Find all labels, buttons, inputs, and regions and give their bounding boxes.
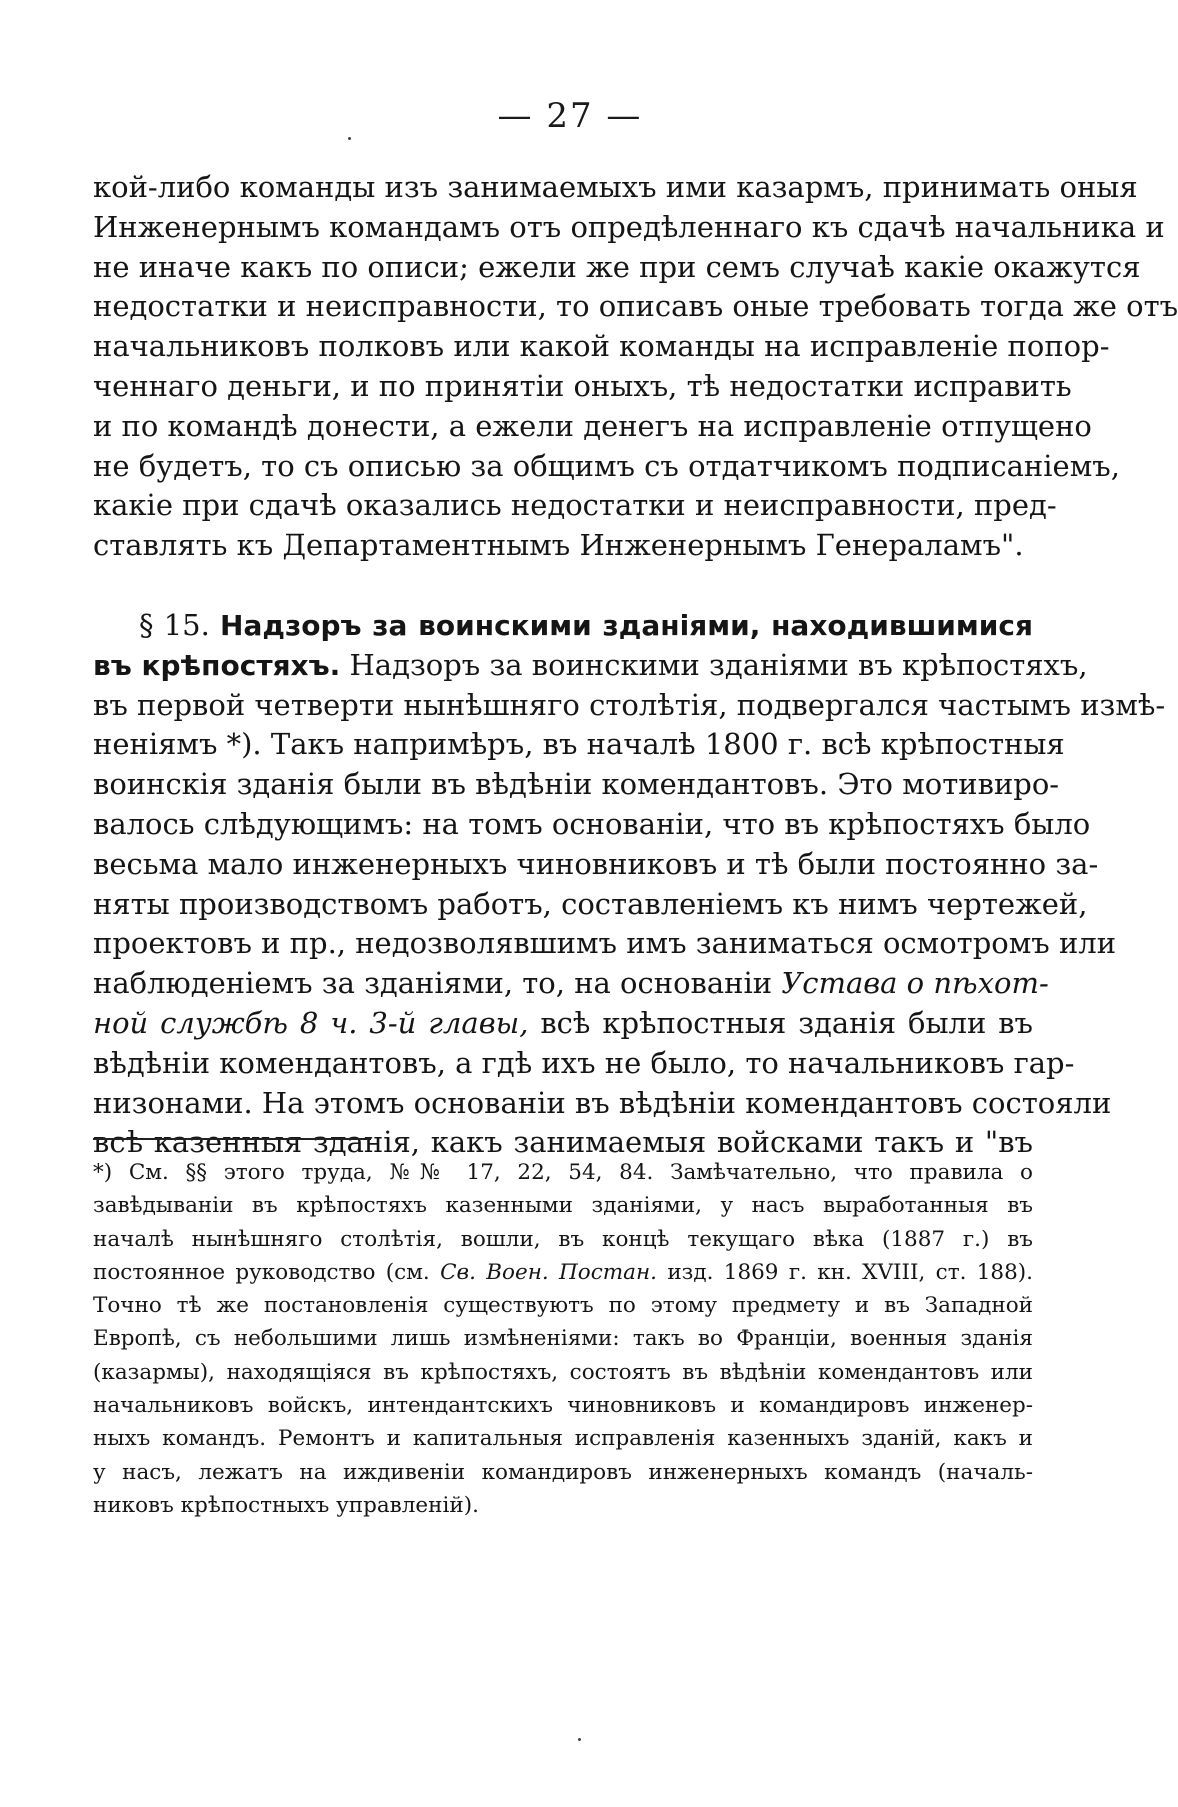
footnote-line: Точно тѣ же постановленія существуютъ по этому предмету и въ Западной: [93, 1293, 1033, 1319]
section-heading-line: [93, 606, 1033, 646]
text-line: валось слѣдующимъ: на томъ основаніи, что въ крѣпостяхъ было: [93, 806, 1091, 841]
footnote-separator: [93, 1138, 371, 1140]
footnote-line: у насъ, лежатъ на иждивеніи командировъ инженерныхъ командъ (началь-: [93, 1459, 1033, 1485]
text-line: неніямъ *). Такъ напримѣръ, въ началѣ 1800 г. всѣ крѣпостныя: [93, 727, 1065, 762]
section-number: § 15.: [139, 607, 210, 642]
footnote-line: *) См. §§ этого труда, №№ 17, 22, 54, 84. Замѣчательно, что правила о: [93, 1160, 1033, 1185]
text-fragment: постоянное руководство (см.: [93, 1259, 430, 1285]
text-line: [93, 1004, 1033, 1044]
text-line: ченнаго деньги, и по принятіи оныхъ, тѣ недостатки исправить: [93, 368, 1072, 403]
text-line: проектовъ и пр., недозволявшимъ имъ заниматься осмотромъ или: [93, 926, 1117, 961]
text-line: воинскія зданія были въ вѣдѣніи комендантовъ. Это мотивиро-: [93, 767, 1060, 802]
text-line: въ первой четверти нынѣшняго столѣтія, подвергался частымъ измѣ-: [93, 687, 1166, 722]
text-line: какіе при сдачѣ оказались недостатки и неисправности, пред-: [93, 488, 1057, 523]
footnote-line: завѣдываніи въ крѣпостяхъ казенными зданіями, у насъ выработанныя въ: [93, 1193, 1033, 1219]
footnote: [93, 1156, 1033, 1522]
footnote-line: ныхъ командъ. Ремонтъ и капитальныя исправленія казенныхъ зданій, какъ и: [93, 1426, 1033, 1452]
text-line: не иначе какъ по описи; ежели же при семъ случаѣ какіе окажутся: [93, 249, 1141, 284]
text-line: весьма мало инженерныхъ чиновниковъ и тѣ были постоянно за-: [93, 846, 1099, 881]
paper-speck: [348, 137, 351, 140]
text-line: няты производствомъ работъ, составленіемъ къ нимъ чертежей,: [93, 886, 1088, 921]
text-fragment: изд. 1869 г. кн. XVIII, ст. 188).: [667, 1259, 1034, 1285]
footnote-line: (казармы), находящіяся въ крѣпостяхъ, состоятъ въ вѣдѣніи комендантовъ или: [93, 1359, 1033, 1385]
text-fragment: наблюденіемъ за зданіями, то, на основаніи: [93, 966, 773, 1001]
text-fragment: Надзоръ за воинскими зданіями въ крѣпостяхъ,: [349, 647, 1088, 682]
text-line: и по командѣ донести, а ежели денегъ на исправленіе отпущено: [93, 408, 1092, 443]
citation-italic: Св. Воен. Постан.: [440, 1259, 657, 1285]
section-15: [93, 606, 1166, 1163]
section-heading: Надзоръ за воинскими зданіями, находившимися: [220, 608, 1034, 642]
text-line: Инженернымъ командамъ отъ опредѣленнаго къ сдачѣ начальника и: [93, 209, 1165, 244]
section-heading-end: въ крѣпостяхъ.: [93, 648, 341, 682]
text-line: не будетъ, то съ описью за общимъ съ отдатчикомъ подписаніемъ,: [93, 448, 1120, 483]
text-line: низонами. На этомъ основаніи въ вѣдѣніи комендантовъ состояли: [93, 1085, 1112, 1120]
footnote-line: Европѣ, съ небольшими лишь измѣненіями: такъ во Франціи, военныя зданія: [93, 1326, 1033, 1352]
text-line: вѣдѣніи комендантовъ, а гдѣ ихъ не было, то начальниковъ гар-: [93, 1045, 1075, 1080]
footnote-line: никовъ крѣпостныхъ управленій).: [93, 1492, 479, 1518]
footnote-line: началѣ нынѣшняго столѣтія, вошли, въ концѣ текущаго вѣка (1887 г.) въ: [93, 1226, 1033, 1252]
text-line: кой-либо команды изъ занимаемыхъ ими казармъ, принимать оныя: [93, 170, 1138, 204]
footnote-line: [93, 1256, 1033, 1289]
text-line: всѣ казенныя зданія, какъ занимаемыя войсками такъ и "въ: [93, 1125, 1033, 1160]
blank-line: [93, 566, 1033, 606]
text-line: ставлять къ Департаментнымъ Инженернымъ Генераламъ".: [93, 528, 1024, 563]
paper-speck: [578, 1738, 581, 1741]
text-line: недостатки и неисправности, то описавъ оные требовать тогда же отъ: [93, 289, 1178, 324]
text-line: начальниковъ полковъ или какой команды на исправленіе попор-: [93, 329, 1110, 364]
citation-italic: Устава о пѣхот-: [781, 966, 1049, 1001]
main-text: [93, 168, 1178, 1163]
text-line: [93, 646, 1088, 686]
text-fragment: всѣ крѣпостныя зданія были въ: [540, 1005, 1034, 1040]
footnote-line: начальниковъ войскъ, интендантскихъ чиновниковъ и командировъ инженер-: [93, 1393, 1033, 1419]
citation-italic: ной службѣ 8 ч. 3-й главы,: [93, 1005, 529, 1040]
paragraph-quote-end: [93, 168, 1178, 566]
text-line: [93, 964, 1049, 1004]
page-number: — 27 —: [497, 96, 643, 136]
